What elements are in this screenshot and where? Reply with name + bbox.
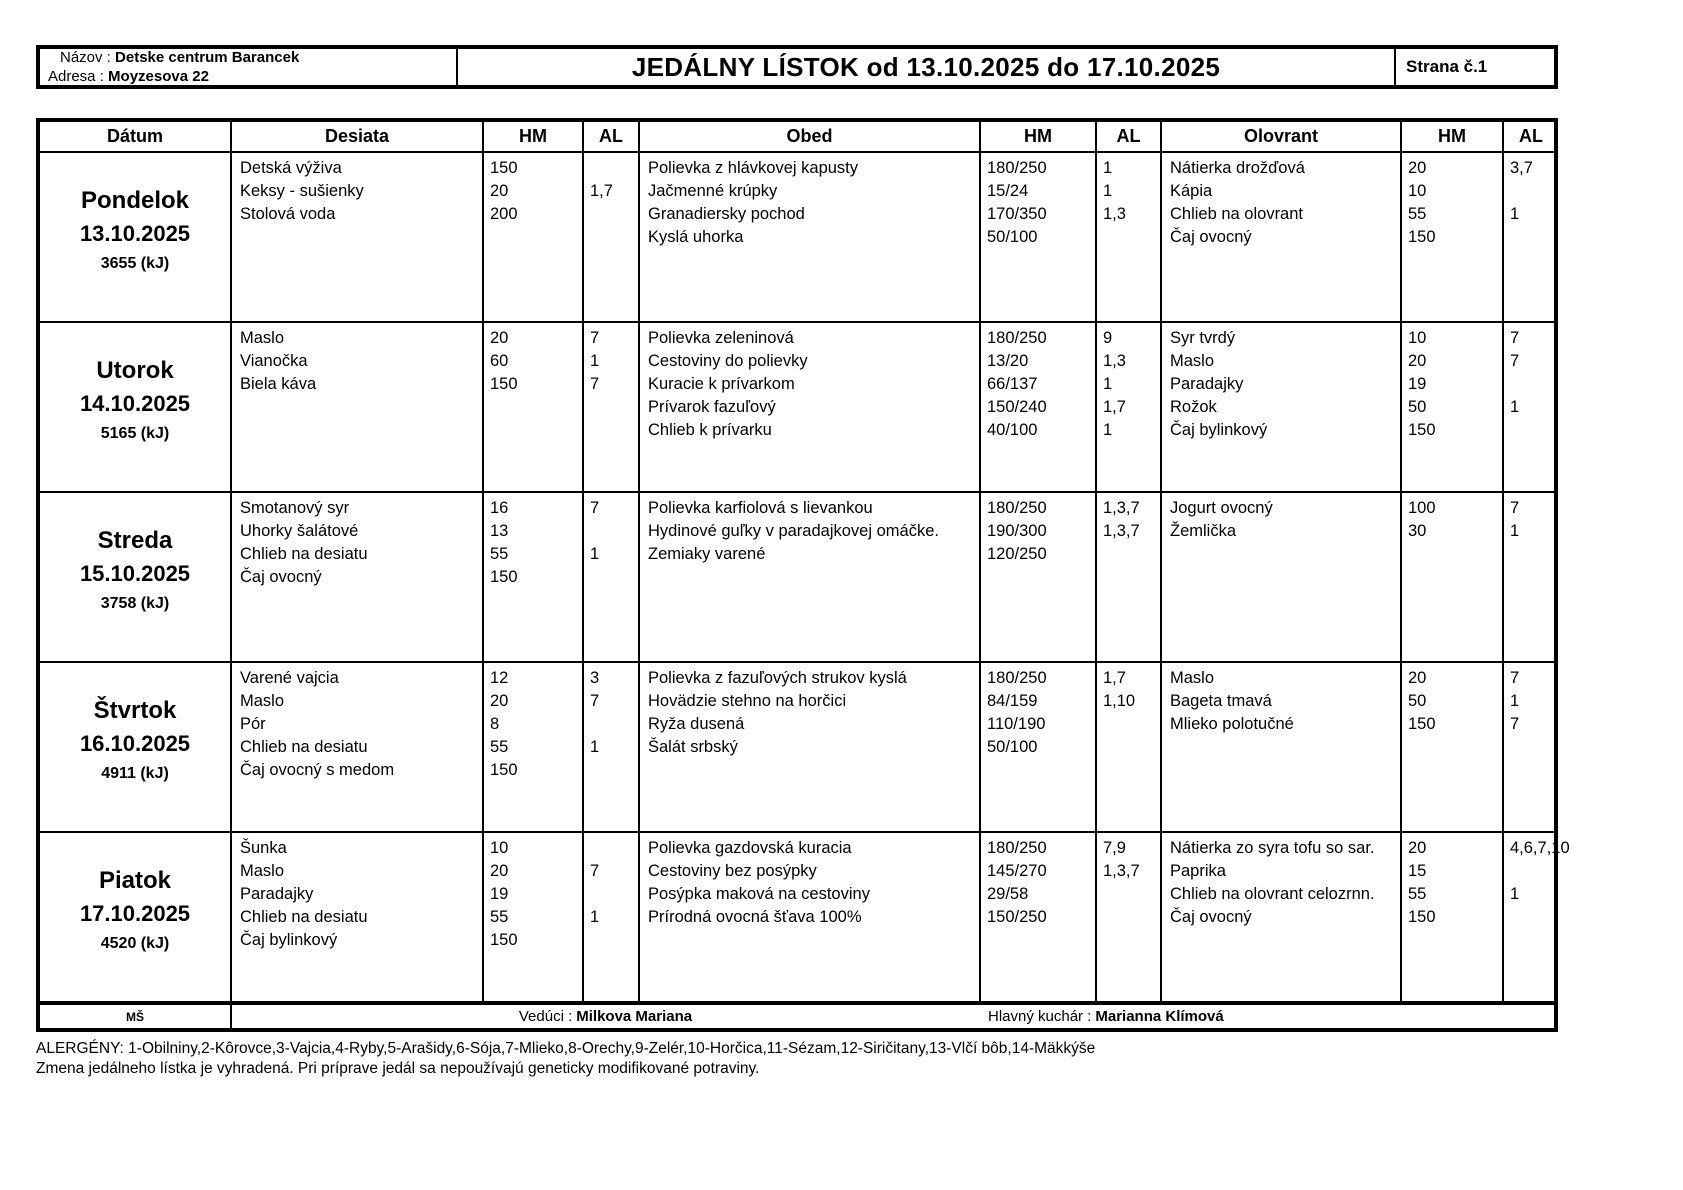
olovrant-al-list xyxy=(1502,321,1558,491)
obed-al-list xyxy=(1095,151,1160,321)
dish-hm: 66/137 xyxy=(987,375,1038,393)
dish-al: 1 xyxy=(590,352,600,370)
day-date: 14.10.2025 xyxy=(79,391,191,416)
dish-hm: 60 xyxy=(490,352,509,370)
day-date-cell xyxy=(40,661,230,831)
nazov-value: Detske centrum Barancek xyxy=(115,49,300,66)
dish-name: Kuracie k prívarkom xyxy=(648,375,795,393)
dish-al: 1,3,7 xyxy=(1103,499,1140,517)
dish-name: Syr tvrdý xyxy=(1170,329,1236,347)
dish-al: 1,7 xyxy=(1103,669,1126,687)
dish-name: Ryža dusená xyxy=(648,715,745,733)
dish-al xyxy=(584,883,638,906)
organization-block xyxy=(40,49,456,85)
dish-hm: 150 xyxy=(1408,908,1436,926)
desiata-dish-list xyxy=(230,831,482,1001)
dish-hm: 200 xyxy=(490,205,518,223)
dish-hm: 13 xyxy=(490,522,509,540)
dish-hm: 55 xyxy=(490,738,509,756)
dish-name: Polievka karfiolová s lievankou xyxy=(648,499,873,517)
obed-al-list xyxy=(1095,831,1160,1001)
dish-hm: 19 xyxy=(490,885,509,903)
dish-hm: 20 xyxy=(1408,839,1427,857)
dish-hm: 20 xyxy=(1408,159,1427,177)
dish-al xyxy=(1097,543,1160,566)
dish-name: Paradajky xyxy=(1170,375,1244,393)
dish-al xyxy=(584,929,638,952)
dish-al xyxy=(584,520,638,543)
dish-name: Prírodná ovocná šťava 100% xyxy=(648,908,862,926)
dish-hm: 20 xyxy=(490,692,509,710)
dish-name: Vianočka xyxy=(240,352,308,370)
dish-hm: 180/250 xyxy=(987,499,1047,517)
obed-dish-list xyxy=(638,661,979,831)
dish-al xyxy=(1097,883,1160,906)
dish-hm: 180/250 xyxy=(987,669,1047,687)
olovrant-hm-list xyxy=(1400,321,1502,491)
desiata-dish-list xyxy=(230,491,482,661)
dish-hm: 150/240 xyxy=(987,398,1047,416)
dish-name: Chlieb na desiatu xyxy=(240,908,368,926)
dish-al: 1 xyxy=(1103,421,1113,439)
dish-name: Maslo xyxy=(240,862,285,880)
obed-hm-list xyxy=(979,151,1095,321)
column-header-datum: Dátum xyxy=(106,126,163,146)
dish-hm: 15/24 xyxy=(987,182,1029,200)
dish-name: Nátierka zo syra tofu so sar. xyxy=(1170,839,1375,857)
menu-table xyxy=(36,118,1570,1032)
dish-al: 1,7 xyxy=(590,182,613,200)
desiata-hm-list xyxy=(482,151,582,321)
column-header-desiata: Desiata xyxy=(230,122,482,151)
dish-hm: 10 xyxy=(490,839,509,857)
desiata-al-list xyxy=(582,831,638,1001)
dish-name: Šunka xyxy=(240,839,287,857)
dish-hm: 29/58 xyxy=(987,885,1029,903)
page-number: Strana č.1 xyxy=(1406,57,1488,76)
dish-name: Posýpka maková na cestoviny xyxy=(648,885,870,903)
dish-name: Čaj ovocný xyxy=(240,568,322,586)
dish-al: 4,6,7,10 xyxy=(1510,839,1570,857)
kuchar-value: Marianna Klímová xyxy=(1095,1008,1224,1025)
dish-hm: 20 xyxy=(1408,669,1427,687)
table-header-row xyxy=(40,122,1554,151)
dish-name: Granadiersky pochod xyxy=(648,205,805,223)
dish-hm: 50 xyxy=(1408,692,1427,710)
column-header-obed: Obed xyxy=(638,122,979,151)
dish-al: 1,3,7 xyxy=(1103,522,1140,540)
dish-hm: 50/100 xyxy=(987,738,1038,756)
dish-name: Detská výživa xyxy=(240,159,342,177)
dish-al xyxy=(1504,906,1558,929)
dish-name: Čaj bylinkový xyxy=(240,931,338,949)
dish-hm: 150 xyxy=(490,931,518,949)
dish-name: Polievka zeleninová xyxy=(648,329,794,347)
school-type-label: MŠ xyxy=(40,1001,230,1028)
dish-al xyxy=(1097,736,1160,759)
kuchar-label: Hlavný kuchár : xyxy=(988,1008,1092,1025)
day-date: 16.10.2025 xyxy=(79,731,191,756)
day-date-cell xyxy=(40,491,230,661)
dish-name: Čaj ovocný xyxy=(1170,228,1252,246)
dish-al: 1,3 xyxy=(1103,205,1126,223)
adresa-value: Moyzesova 22 xyxy=(108,68,209,85)
dish-al: 1 xyxy=(1103,375,1113,393)
dish-name: Chlieb na olovrant xyxy=(1170,205,1303,223)
dish-name: Jogurt ovocný xyxy=(1170,499,1273,517)
dish-hm: 84/159 xyxy=(987,692,1038,710)
dish-name: Keksy - sušienky xyxy=(240,182,364,200)
dish-name: Stolová voda xyxy=(240,205,336,223)
desiata-hm-list xyxy=(482,321,582,491)
olovrant-al-list xyxy=(1502,491,1558,661)
dish-al: 3,7 xyxy=(1510,159,1533,177)
dish-hm: 12 xyxy=(490,669,509,687)
day-energy: 3655 (kJ) xyxy=(100,255,170,272)
dish-al: 7 xyxy=(590,692,600,710)
dish-hm: 150/250 xyxy=(987,908,1047,926)
obed-dish-list xyxy=(638,321,979,491)
dish-hm: 8 xyxy=(490,715,500,733)
dish-name: Biela káva xyxy=(240,375,317,393)
olovrant-dish-list xyxy=(1160,151,1400,321)
olovrant-hm-list xyxy=(1400,831,1502,1001)
dish-hm: 100 xyxy=(1408,499,1436,517)
dish-name: Bageta tmavá xyxy=(1170,692,1272,710)
menu-day-row xyxy=(40,831,1570,1001)
dish-name: Polievka z fazuľových strukov kyslá xyxy=(648,669,907,687)
dish-name: Maslo xyxy=(1170,669,1215,687)
organization-address-row xyxy=(48,67,450,86)
dish-al xyxy=(584,203,638,226)
dish-al: 1 xyxy=(1510,398,1520,416)
dish-hm: 20 xyxy=(490,182,509,200)
dish-name: Uhorky šalátové xyxy=(240,522,359,540)
menu-day-row xyxy=(40,491,1554,661)
dish-al: 1,3 xyxy=(1103,352,1126,370)
dish-name: Pór xyxy=(240,715,266,733)
day-name: Utorok xyxy=(96,357,174,384)
dish-name: Hovädzie stehno na horčici xyxy=(648,692,847,710)
adresa-label: Adresa : xyxy=(48,68,104,85)
day-name: Streda xyxy=(97,527,173,554)
olovrant-dish-list xyxy=(1160,661,1400,831)
dish-name: Chlieb na olovrant celozrnn. xyxy=(1170,885,1375,903)
day-name: Štvrtok xyxy=(93,697,177,724)
dish-al: 1 xyxy=(1103,182,1113,200)
document-header xyxy=(36,45,1558,89)
dish-name: Chlieb k prívarku xyxy=(648,421,772,439)
dish-name: Maslo xyxy=(240,692,285,710)
column-header-al-3: AL xyxy=(1502,122,1558,151)
dish-name: Varené vajcia xyxy=(240,669,339,687)
dish-hm: 15 xyxy=(1408,862,1427,880)
veduci-label: Vedúci : xyxy=(518,1008,573,1025)
dish-hm: 180/250 xyxy=(987,839,1047,857)
olovrant-hm-list xyxy=(1400,491,1502,661)
menu-page xyxy=(36,45,1570,1079)
dish-al: 1,3,7 xyxy=(1103,862,1140,880)
column-header-olovrant: Olovrant xyxy=(1160,122,1400,151)
day-name: Pondelok xyxy=(80,187,189,214)
dish-al: 1 xyxy=(1510,692,1520,710)
dish-name: Hydinové guľky v paradajkovej omáčke. xyxy=(648,522,939,540)
day-energy: 3758 (kJ) xyxy=(100,595,170,612)
nazov-label: Názov : xyxy=(60,49,111,66)
dish-name: Paprika xyxy=(1170,862,1226,880)
dish-al: 1,7 xyxy=(1103,398,1126,416)
dish-name: Kyslá uhorka xyxy=(648,228,744,246)
dish-hm: 55 xyxy=(490,908,509,926)
dish-al: 1 xyxy=(1510,205,1520,223)
olovrant-dish-list xyxy=(1160,831,1400,1001)
dish-hm: 20 xyxy=(1408,352,1427,370)
dish-hm: 145/270 xyxy=(987,862,1047,880)
day-energy: 4520 (kJ) xyxy=(100,935,170,952)
obed-hm-list xyxy=(979,831,1095,1001)
day-energy: 4911 (kJ) xyxy=(101,765,169,782)
dish-hm: 150 xyxy=(490,375,518,393)
dish-al: 1 xyxy=(1510,522,1520,540)
dish-al xyxy=(1504,419,1558,442)
dish-al xyxy=(1504,226,1558,249)
dish-al: 9 xyxy=(1103,329,1113,347)
column-header-hm-1: HM xyxy=(482,122,582,151)
day-date-cell xyxy=(40,831,230,1001)
dish-al: 1 xyxy=(590,545,600,563)
dish-name: Kápia xyxy=(1170,182,1213,200)
desiata-al-list xyxy=(582,321,638,491)
dish-al: 1 xyxy=(1510,885,1520,903)
dish-name: Polievka z hlávkovej kapusty xyxy=(648,159,859,177)
dish-name: Maslo xyxy=(240,329,285,347)
dish-al: 7 xyxy=(1510,715,1520,733)
dish-name: Zemiaky varené xyxy=(648,545,766,563)
dish-hm: 180/250 xyxy=(987,329,1047,347)
dish-al xyxy=(1097,713,1160,736)
dish-al: 1,10 xyxy=(1103,692,1136,710)
dish-hm: 19 xyxy=(1408,375,1427,393)
dish-al xyxy=(584,566,638,589)
dish-hm: 10 xyxy=(1408,329,1427,347)
dish-name: Polievka gazdovská kuracia xyxy=(648,839,852,857)
olovrant-dish-list xyxy=(1160,321,1400,491)
dish-name: Žemlička xyxy=(1170,522,1237,540)
desiata-dish-list xyxy=(230,321,482,491)
dish-name: Prívarok fazuľový xyxy=(648,398,776,416)
dish-al: 7 xyxy=(1510,499,1520,517)
dish-hm: 13/20 xyxy=(987,352,1029,370)
day-energy: 5165 (kJ) xyxy=(100,425,170,442)
dish-hm: 190/300 xyxy=(987,522,1047,540)
desiata-al-list xyxy=(582,491,638,661)
dish-name: Smotanový syr xyxy=(240,499,350,517)
dish-al xyxy=(584,837,638,860)
olovrant-al-list xyxy=(1502,831,1570,1001)
page-title: JEDÁLNY LÍSTOK od 13.10.2025 do 17.10.2025 xyxy=(456,49,1396,85)
day-date: 13.10.2025 xyxy=(79,221,191,246)
dish-al xyxy=(1504,860,1558,883)
dish-name: Šalát srbský xyxy=(648,738,738,756)
dish-hm: 170/350 xyxy=(987,205,1047,223)
dish-name: Jačmenné krúpky xyxy=(648,182,778,200)
dish-hm: 150 xyxy=(1408,715,1436,733)
desiata-al-list xyxy=(582,661,638,831)
desiata-hm-list xyxy=(482,831,582,1001)
dish-al: 3 xyxy=(590,669,600,687)
olovrant-al-list xyxy=(1502,151,1558,321)
dish-name: Čaj bylinkový xyxy=(1170,421,1268,439)
obed-al-list xyxy=(1095,491,1160,661)
notes-block xyxy=(36,1039,1558,1079)
dish-hm: 55 xyxy=(1408,205,1427,223)
obed-al-list xyxy=(1095,321,1160,491)
dish-name: Cestoviny bez posýpky xyxy=(648,862,817,880)
organization-name-row xyxy=(48,48,450,67)
obed-al-list xyxy=(1095,661,1160,831)
dish-al: 7 xyxy=(590,499,600,517)
desiata-al-list xyxy=(582,151,638,321)
column-header-al-2: AL xyxy=(1095,122,1160,151)
manager-cell xyxy=(230,1001,979,1028)
dish-hm: 150 xyxy=(1408,228,1436,246)
desiata-hm-list xyxy=(482,491,582,661)
dish-hm: 50/100 xyxy=(987,228,1038,246)
dish-al xyxy=(584,759,638,782)
desiata-dish-list xyxy=(230,151,482,321)
dish-al: 7 xyxy=(590,329,600,347)
dish-hm: 16 xyxy=(490,499,509,517)
desiata-hm-list xyxy=(482,661,582,831)
day-date-cell xyxy=(40,321,230,491)
dish-al xyxy=(584,157,638,180)
dish-name: Čaj ovocný s medom xyxy=(240,761,395,779)
dish-al xyxy=(1504,180,1558,203)
dish-hm: 150 xyxy=(490,568,518,586)
dish-hm: 110/190 xyxy=(987,715,1046,733)
obed-hm-list xyxy=(979,491,1095,661)
olovrant-hm-list xyxy=(1400,151,1502,321)
day-date: 15.10.2025 xyxy=(79,561,191,586)
obed-hm-list xyxy=(979,321,1095,491)
day-name: Piatok xyxy=(98,867,172,894)
allergens-line: ALERGÉNY: 1-Obilniny,2-Kôrovce,3-Vajcia,4-Ryby,5-Arašidy,6-Sója,7-Mlieko,8-Orechy,9-Zelér,10-Horčica,11-Sézam,12-Siričitany,13-Vlčí bôb,14-Mäkkýše xyxy=(36,1040,1096,1057)
dish-hm: 150 xyxy=(490,761,518,779)
column-header-hm-2: HM xyxy=(979,122,1095,151)
dish-al: 1 xyxy=(590,908,600,926)
dish-name: Cestoviny do polievky xyxy=(648,352,808,370)
dish-name: Mlieko polotučné xyxy=(1170,715,1294,733)
menu-day-row xyxy=(40,321,1554,491)
dish-al: 7,9 xyxy=(1103,839,1126,857)
olovrant-al-list xyxy=(1502,661,1558,831)
dish-name: Čaj ovocný xyxy=(1170,908,1252,926)
dish-hm: 40/100 xyxy=(987,421,1038,439)
chef-cell xyxy=(979,1001,1558,1028)
dish-name: Maslo xyxy=(1170,352,1215,370)
dish-hm: 20 xyxy=(490,329,509,347)
column-header-hm-3: HM xyxy=(1400,122,1502,151)
dish-al xyxy=(1097,226,1160,249)
disclaimer-line: Zmena jedálneho lístka je vyhradená. Pri príprave jedál sa nepoužívajú geneticky modifikované potraviny. xyxy=(36,1060,760,1077)
obed-dish-list xyxy=(638,151,979,321)
table-footer-row xyxy=(40,1001,1554,1028)
dish-hm: 30 xyxy=(1408,522,1427,540)
dish-name: Chlieb na desiatu xyxy=(240,545,368,563)
dish-hm: 180/250 xyxy=(987,159,1047,177)
day-date-cell xyxy=(40,151,230,321)
dish-al xyxy=(1097,906,1160,929)
dish-hm: 120/250 xyxy=(987,545,1047,563)
dish-hm: 55 xyxy=(490,545,509,563)
obed-dish-list xyxy=(638,831,979,1001)
dish-name: Chlieb na desiatu xyxy=(240,738,368,756)
dish-al: 1 xyxy=(590,738,600,756)
dish-hm: 50 xyxy=(1408,398,1427,416)
dish-al: 7 xyxy=(1510,329,1520,347)
dish-al xyxy=(1504,373,1558,396)
olovrant-hm-list xyxy=(1400,661,1502,831)
dish-al: 7 xyxy=(1510,352,1520,370)
veduci-value: Milkova Mariana xyxy=(576,1008,693,1025)
dish-name: Paradajky xyxy=(240,885,314,903)
olovrant-dish-list xyxy=(1160,491,1400,661)
dish-al xyxy=(584,713,638,736)
desiata-dish-list xyxy=(230,661,482,831)
day-rows-container xyxy=(40,151,1570,1001)
dish-al: 7 xyxy=(1510,669,1520,687)
obed-hm-list xyxy=(979,661,1095,831)
dish-hm: 55 xyxy=(1408,885,1427,903)
column-header-al-1: AL xyxy=(582,122,638,151)
dish-name: Nátierka drožďová xyxy=(1170,159,1305,177)
dish-al: 7 xyxy=(590,375,600,393)
dish-hm: 20 xyxy=(490,862,509,880)
dish-hm: 150 xyxy=(490,159,518,177)
menu-day-row xyxy=(40,151,1554,321)
dish-hm: 10 xyxy=(1408,182,1427,200)
dish-al: 1 xyxy=(1103,159,1113,177)
dish-hm: 150 xyxy=(1408,421,1436,439)
day-date: 17.10.2025 xyxy=(79,901,191,926)
menu-day-row xyxy=(40,661,1554,831)
obed-dish-list xyxy=(638,491,979,661)
dish-al: 7 xyxy=(590,862,600,880)
dish-name: Rožok xyxy=(1170,398,1217,416)
